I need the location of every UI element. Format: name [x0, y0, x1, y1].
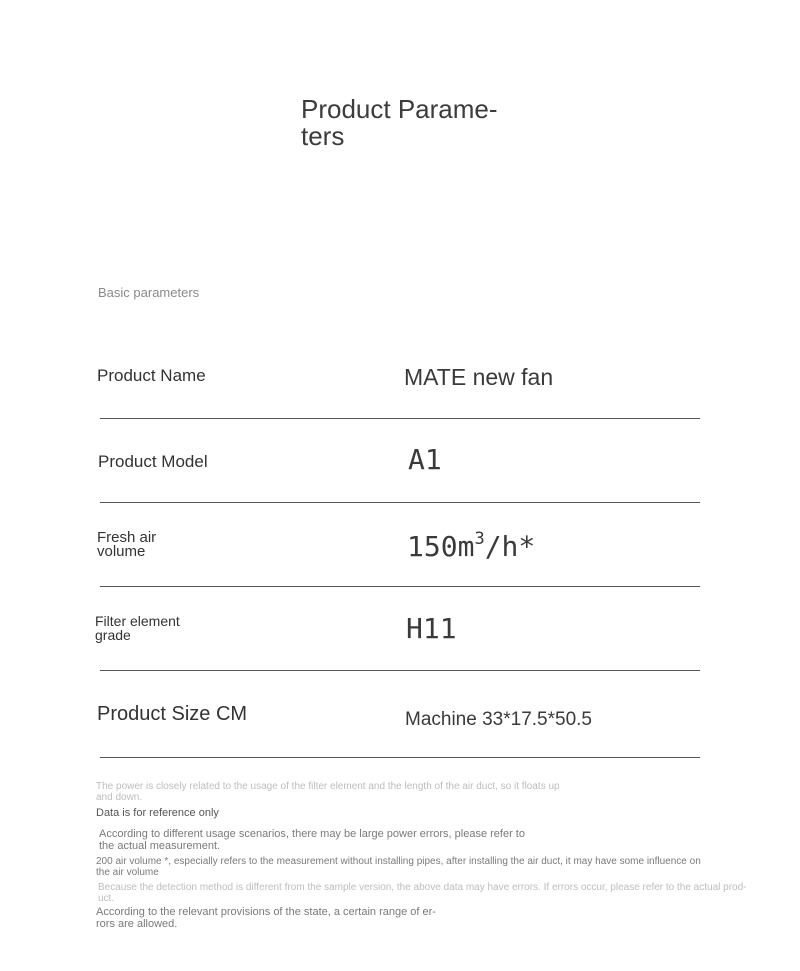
- note-scenarios: [99, 828, 659, 852]
- note-scenarios-line-1: According to different usage scenarios, there may be large power errors, please refer to: [99, 828, 525, 840]
- cubic-superscript: 3: [474, 528, 485, 549]
- divider-1: [100, 418, 700, 419]
- note-reference: Data is for reference only: [96, 807, 219, 819]
- note-power: [96, 781, 716, 803]
- page-title-line-1: Product Parame-: [301, 94, 498, 124]
- note-air-volume-line-2: the air volume: [96, 867, 159, 878]
- note-power-line-1: The power is closely related to the usage of the filter element and the length of the air duct, so it floats up: [96, 781, 560, 792]
- divider-4: [100, 670, 700, 671]
- filter-grade-value: H11: [406, 612, 457, 645]
- note-air-volume: [96, 856, 756, 878]
- fresh-air-volume-number: 150m: [407, 530, 475, 563]
- note-power-line-2: and down.: [96, 792, 143, 803]
- page-title-line-2: ters: [301, 121, 345, 151]
- page-title: [301, 96, 541, 150]
- divider-3: [100, 586, 700, 587]
- note-detection-line-1: Because the detection method is different from the sample version, the above data may have errors. If errors occur, please refer to the actual prod-: [98, 882, 747, 893]
- filter-grade-label-line-2: grade: [95, 627, 131, 643]
- fresh-air-volume-label-line-2: volume: [97, 543, 146, 560]
- section-label: Basic parameters: [98, 285, 200, 300]
- divider-5: [100, 757, 700, 758]
- note-state-line-1: According to the relevant provisions of the state, a certain range of er-: [96, 906, 436, 918]
- fresh-air-volume-label: [97, 531, 156, 559]
- note-detection-line-2: uct.: [98, 893, 115, 904]
- product-size-label: Product Size CM: [97, 703, 248, 725]
- fresh-air-volume-unit: /h*: [484, 530, 536, 563]
- divider-2: [100, 502, 700, 503]
- note-detection: [98, 882, 788, 904]
- fresh-air-volume-label-line-1: Fresh air: [97, 529, 157, 546]
- filter-grade-label: [95, 614, 180, 642]
- fresh-air-volume-value: [407, 530, 535, 563]
- filter-grade-label-line-1: Filter element: [95, 613, 180, 629]
- product-name-label: Product Name: [97, 366, 206, 385]
- note-state: [96, 906, 496, 930]
- note-scenarios-line-2: the actual measurement.: [99, 840, 221, 852]
- product-size-value: Machine 33*17.5*50.5: [405, 709, 592, 730]
- product-name-value: MATE new fan: [404, 364, 554, 390]
- product-model-value: A1: [408, 443, 442, 476]
- product-model-label: Product Model: [98, 452, 208, 471]
- note-air-volume-line-1: 200 air volume *, especially refers to the measurement without installing pipes, after installing the air duct, it may have some influence on: [96, 856, 701, 867]
- note-state-line-2: rors are allowed.: [96, 918, 178, 930]
